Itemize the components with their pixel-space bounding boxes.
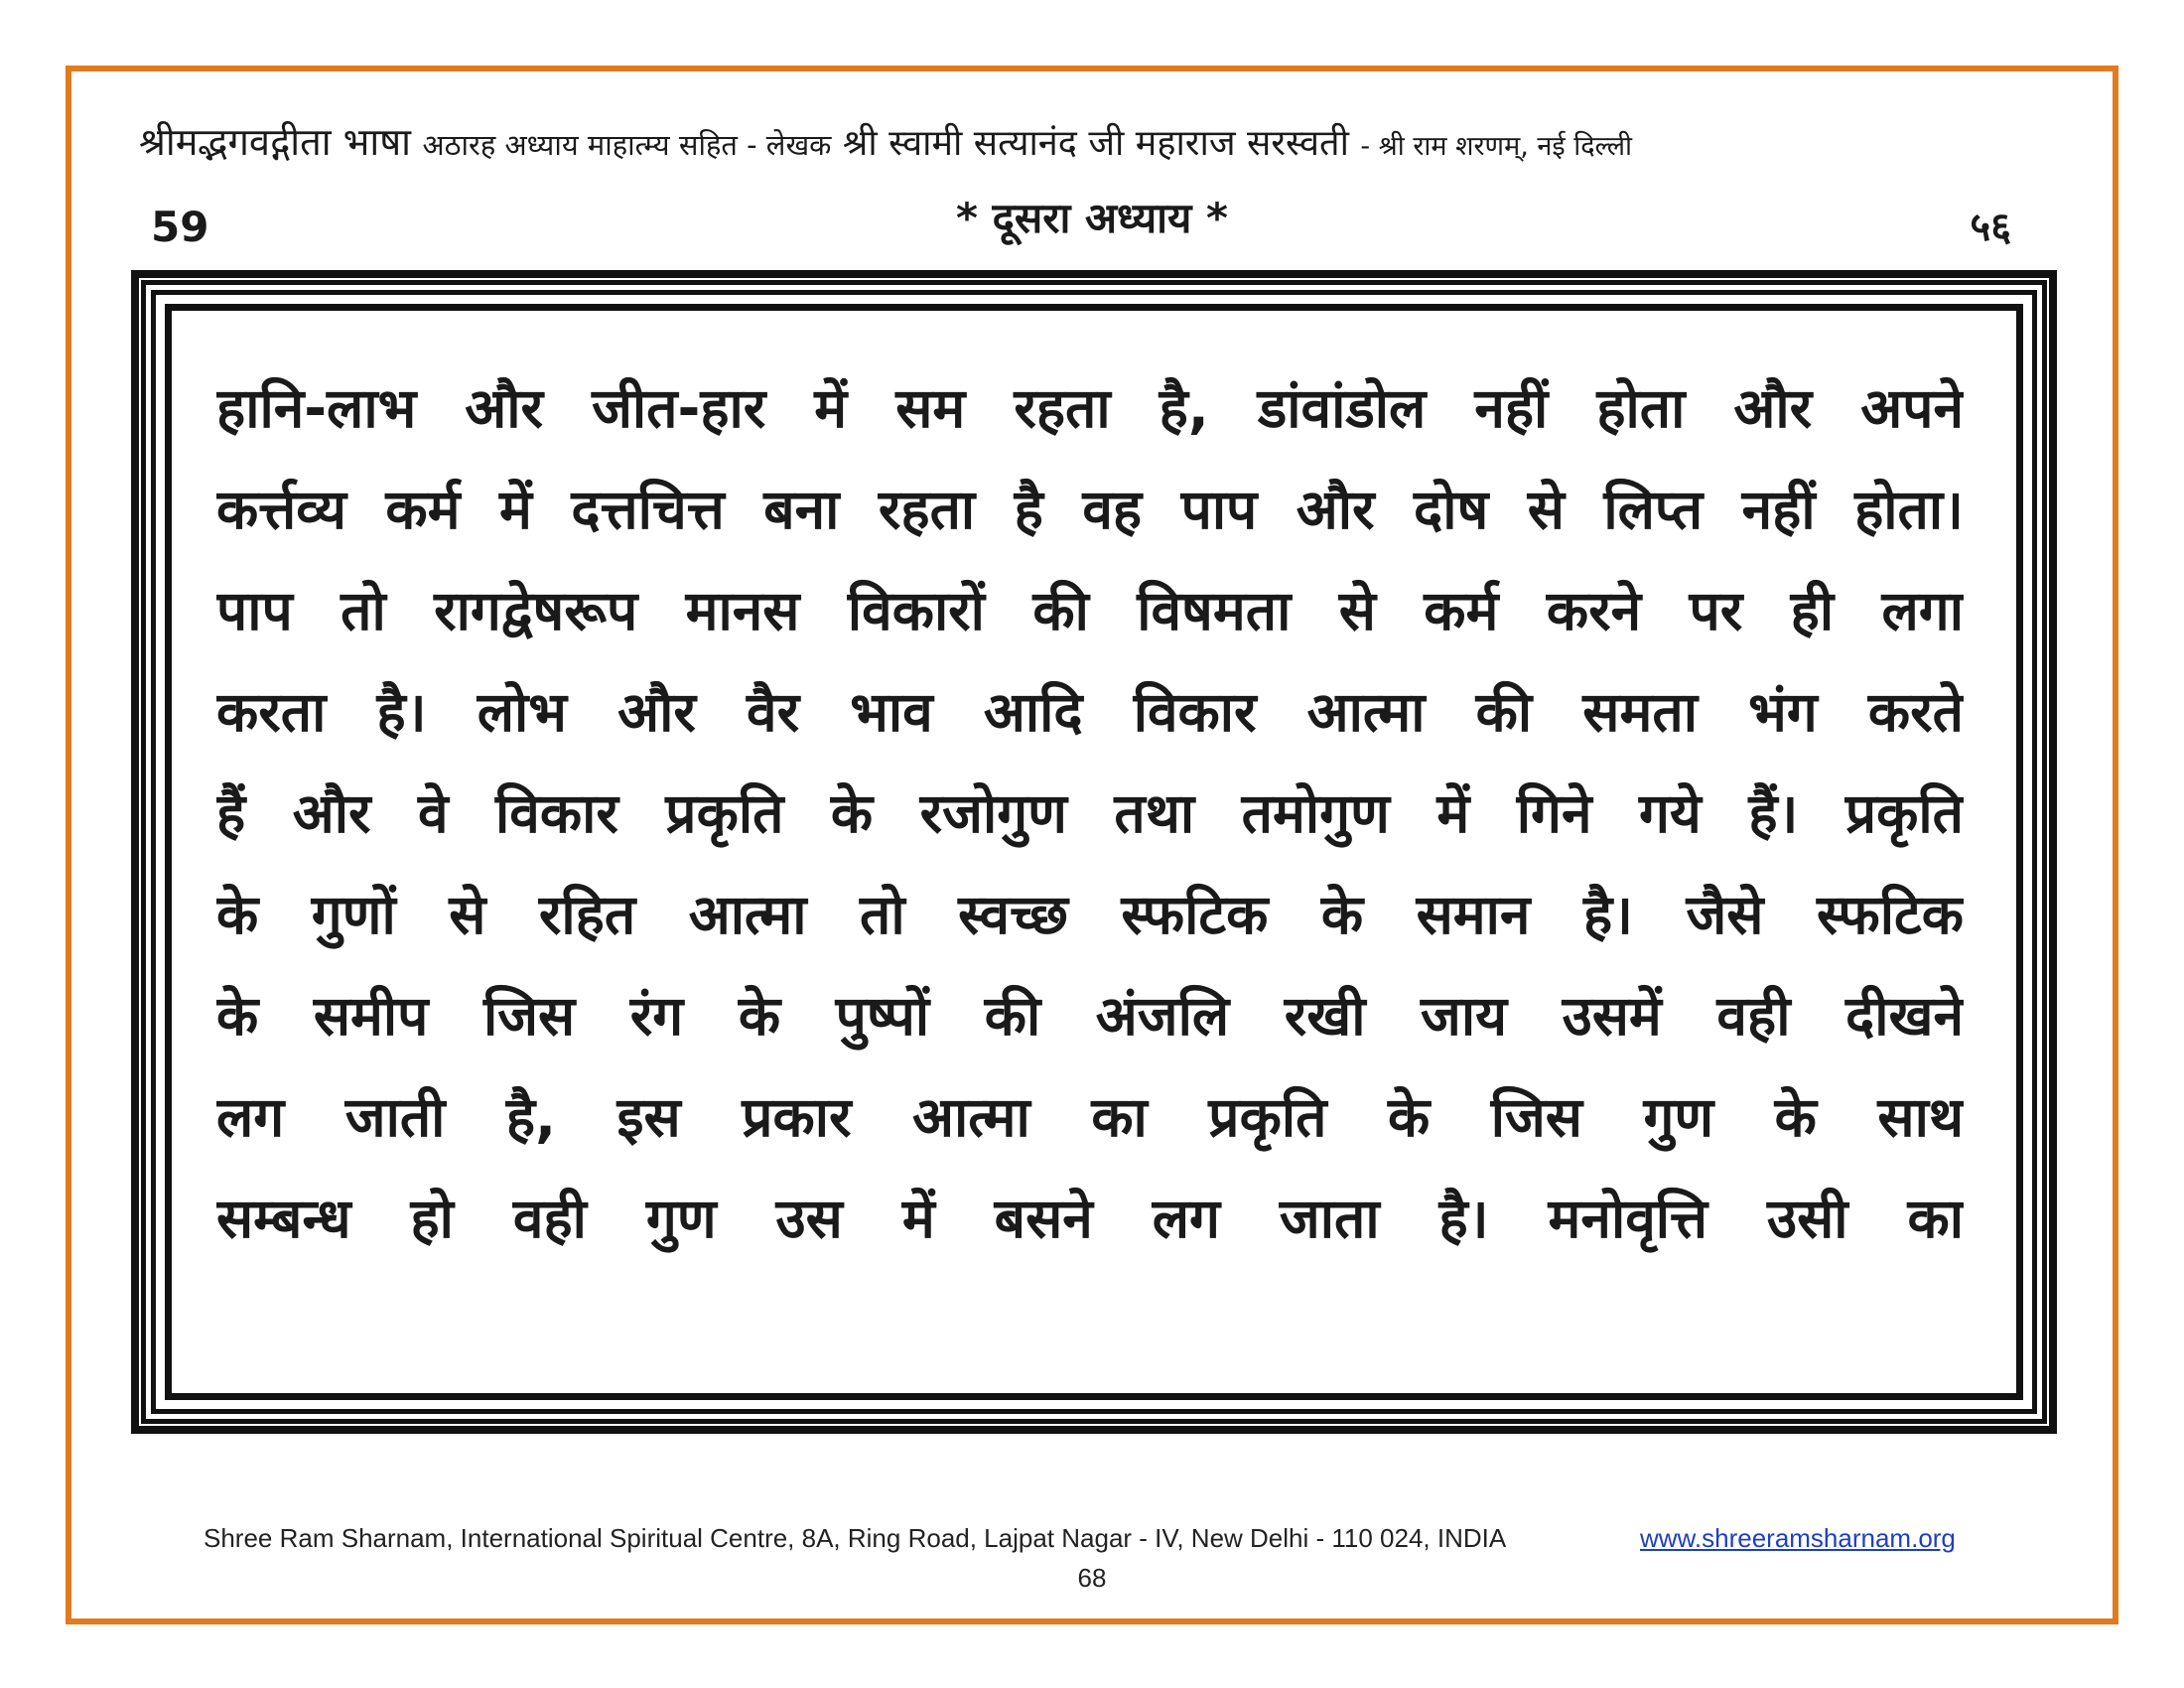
book-title: श्रीमद्भगवद्गीता भाषा: [139, 120, 412, 164]
text-line: हानि-लाभ और जीत-हार में सम रहता है, डांवांडोल नहीं होता और अपने: [216, 376, 1964, 440]
text-line: सम्बन्ध हो वही गुण उस में बसने लग जाता है। मनोवृत्ति उसी का: [216, 1187, 1964, 1250]
text-line: के गुणों से रहित आत्मा तो स्वच्छ स्फटिक के समान है। जैसे स्फटिक: [216, 883, 1964, 946]
website-link[interactable]: www.shreeramsharnam.org: [1640, 1523, 1956, 1553]
footer-page-number: 68: [1077, 1563, 1107, 1593]
text-line: करता है। लोभ और वैर भाव आदि विकार आत्मा की समता भंग करते: [216, 680, 1964, 744]
running-header: [139, 117, 2055, 167]
text-line: पाप तो रागद्वेषरूप मानस विकारों की विषमता से कर्म करने पर ही लगा: [216, 579, 1964, 642]
text-line: हैं और वे विकार प्रकृति के रजोगुण तथा तमोगुण में गिने गये हैं। प्रकृति: [216, 781, 1964, 845]
page-number-left: 59: [151, 203, 209, 251]
footer-address: Shree Ram Sharnam, International Spiritual Centre, 8A, Ring Road, Lajpat Nagar - IV, New Delhi - 110 024, INDIA: [204, 1523, 1507, 1553]
book-subtitle: अठारह अध्याय माहात्म्य सहित - लेखक: [422, 128, 832, 162]
book-author: श्री स्वामी सत्यानंद जी महाराज सरस्वती: [842, 123, 1349, 164]
text-line: लग जाती है, इस प्रकार आत्मा का प्रकृति के जिस गुण के साथ: [216, 1085, 1964, 1149]
text-line: के समीप जिस रंग के पुष्पों की अंजलि रखी जाय उसमें वही दीखने: [216, 984, 1964, 1048]
publisher-place: - श्री राम शरणम्, नई दिल्ली: [1360, 131, 1633, 162]
body-text: [216, 357, 1964, 1269]
text-line: कर्त्तव्य कर्म में दत्तचित्त बना रहता है वह पाप और दोष से लिप्त नहीं होता।: [216, 478, 1964, 541]
chapter-title: * दूसरा अध्याय *: [955, 194, 1229, 242]
page-number-right: ५६: [1970, 205, 2011, 250]
